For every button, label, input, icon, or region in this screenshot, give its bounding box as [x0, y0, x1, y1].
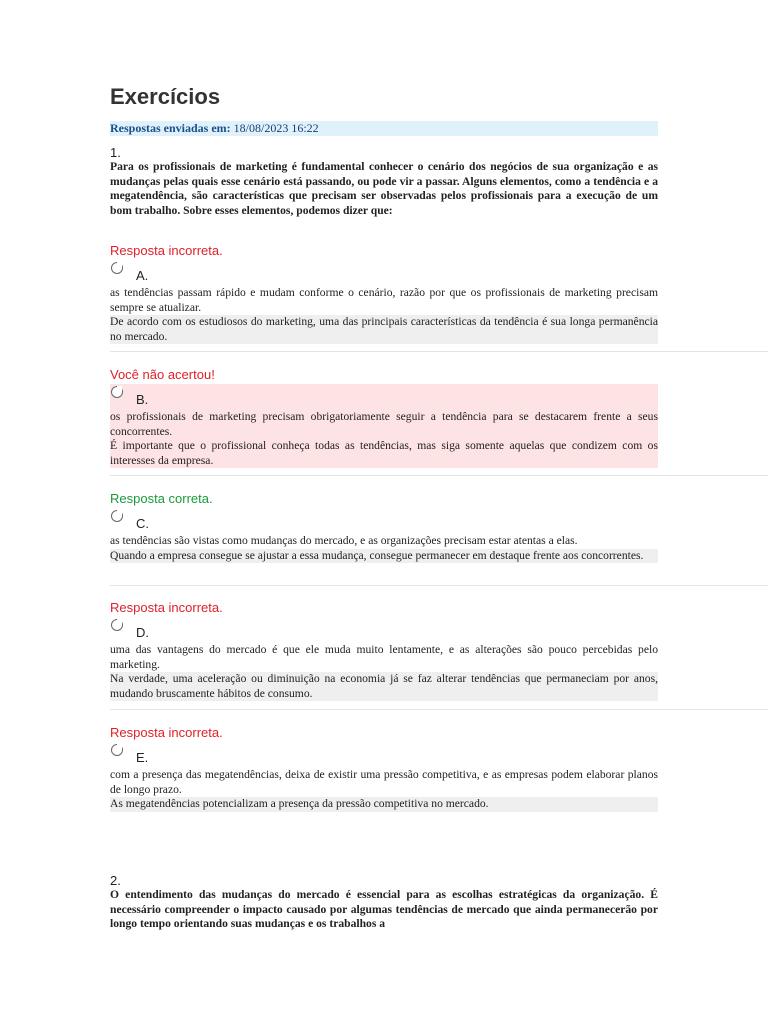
option-b-choice[interactable] — [110, 384, 658, 410]
question-2-text: O entendimento das mudanças do mercado é essencial para as escolhas estratégicas da organização. É necessário compreender o impacto causado por algumas tendências de mercado que ainda permanecerão por longo tempo orientando suas mudanças e os trabalhos a — [110, 888, 658, 931]
option-b-letter: B. — [136, 392, 149, 407]
question-2-number: 2. — [110, 873, 121, 888]
question-1-text: Para os profissionais de marketing é fundamental conhecer o cenário dos negócios de sua organização e as mudanças pelas quais esse cenário está passando, ou pode vir a passar. Alguns elementos, como a tendência e a megatendência, são características que precisam ser observadas pelos profissionais para a execução de um bom trabalho. Sobre esses elementos, podemos dizer que: — [110, 160, 658, 217]
option-d-text: uma das vantagens do mercado é que ele muda muito lentamente, e as alterações são pouco percebidas pelo marketing. — [110, 643, 658, 671]
answer-option-c — [110, 490, 658, 563]
answer-option-d — [110, 599, 658, 701]
option-c-letter: C. — [136, 516, 149, 531]
divider — [110, 475, 768, 476]
option-a-text: as tendências passam rápido e mudam conforme o cenário, razão por que os profissionais de marketing precisam sempre se atualizar. — [110, 286, 658, 314]
option-b-text: os profissionais de marketing precisam obrigatoriamente seguir a tendência para se destacarem frente a seus concorrentes. — [110, 410, 658, 438]
option-b-feedback: É importante que o profissional conheça todas as tendências, mas siga somente aquelas que condizem com os interesses da empresa. — [110, 439, 658, 467]
option-c-status: Resposta correta. — [110, 491, 213, 506]
radio-icon[interactable] — [111, 386, 123, 398]
option-c-feedback: Quando a empresa consegue se ajustar a essa mudança, consegue permanecer em destaque frente aos concorrentes. — [110, 549, 658, 564]
option-a-choice[interactable] — [110, 260, 658, 286]
option-c-choice[interactable] — [110, 508, 658, 534]
option-e-choice[interactable] — [110, 742, 658, 768]
answer-option-b — [110, 366, 658, 468]
page-title: Exercícios — [110, 84, 221, 109]
question-1-number: 1. — [110, 145, 121, 160]
option-d-letter: D. — [136, 625, 149, 640]
divider — [110, 351, 768, 352]
option-d-choice[interactable] — [110, 617, 658, 643]
divider — [110, 709, 768, 710]
sent-label: Respostas enviadas em: — [110, 121, 231, 135]
divider — [110, 585, 768, 586]
option-c-text: as tendências são vistas como mudanças do mercado, e as organizações precisam estar atentas a elas. — [110, 534, 578, 547]
radio-icon[interactable] — [111, 744, 123, 756]
radio-icon[interactable] — [111, 510, 123, 522]
option-d-feedback: Na verdade, uma aceleração ou diminuição na economia já se faz alterar tendências que permaneciam por anos, mudando bruscamente hábitos de consumo. — [110, 672, 658, 700]
option-e-letter: E. — [136, 750, 149, 765]
option-e-status: Resposta incorreta. — [110, 725, 223, 740]
option-d-status: Resposta incorreta. — [110, 600, 223, 615]
option-b-status: Você não acertou! — [110, 367, 215, 382]
option-e-feedback: As megatendências potencializam a presença da pressão competitiva no mercado. — [110, 797, 658, 812]
option-a-feedback: De acordo com os estudiosos do marketing, uma das principais características da tendência é sua longa permanência no mercado. — [110, 315, 658, 343]
answer-option-a — [110, 242, 658, 344]
sent-timestamp-bar — [110, 121, 658, 136]
sent-value: 18/08/2023 16:22 — [233, 121, 319, 135]
answer-option-e — [110, 724, 658, 812]
radio-icon[interactable] — [111, 619, 123, 631]
radio-icon[interactable] — [111, 262, 123, 274]
option-a-letter: A. — [136, 268, 149, 283]
option-a-status: Resposta incorreta. — [110, 243, 223, 258]
option-e-text: com a presença das megatendências, deixa de existir uma pressão competitiva, e as empresas podem elaborar planos de longo prazo. — [110, 768, 658, 796]
